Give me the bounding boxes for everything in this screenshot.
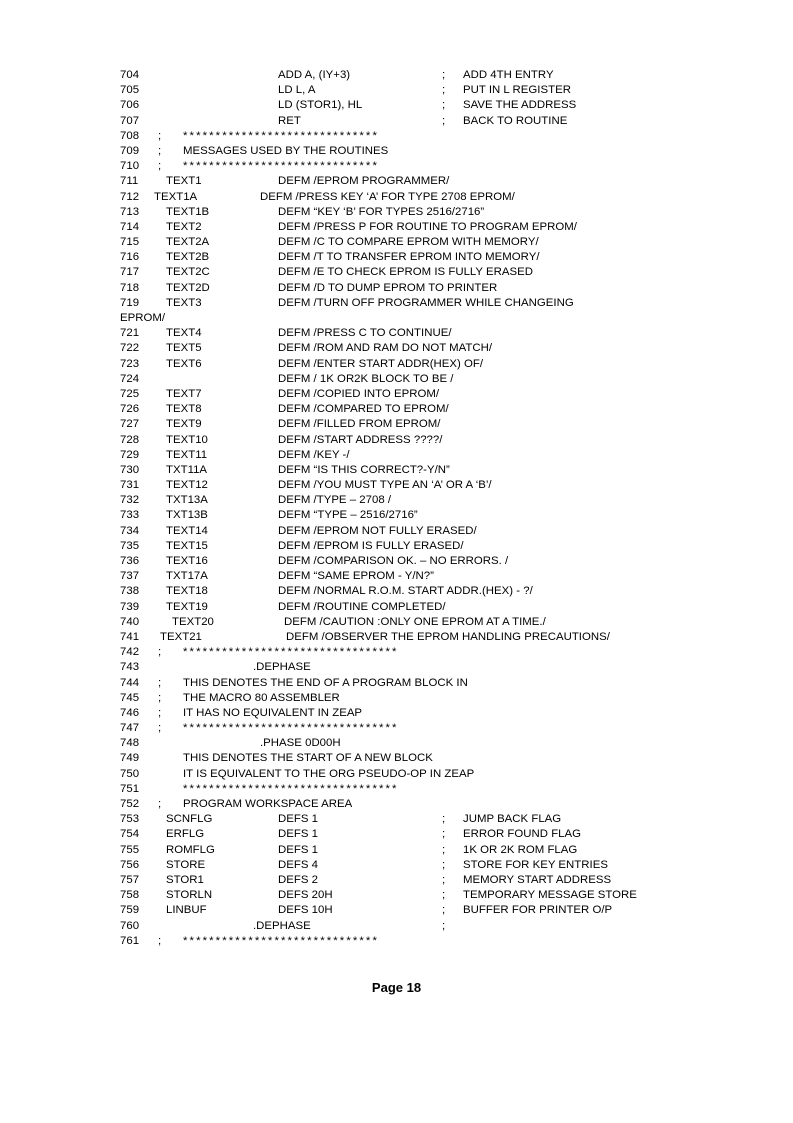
inline-comment-marker: ; xyxy=(442,84,446,97)
code-line xyxy=(120,190,740,205)
inline-comment-text: MEMORY START ADDRESS xyxy=(463,873,612,886)
symbol-label: STORLN xyxy=(166,889,213,902)
symbol-label: TEXT1 xyxy=(166,175,202,188)
line-number: 757 xyxy=(120,873,140,886)
code-line xyxy=(120,600,740,615)
instruction-text: DEFM /FILLED FROM EPROM/ xyxy=(278,418,441,431)
inline-comment-text: SAVE THE ADDRESS xyxy=(463,99,577,112)
line-number: 758 xyxy=(120,889,140,902)
code-line xyxy=(120,144,740,159)
inline-comment-marker: ; xyxy=(442,69,446,81)
code-line xyxy=(120,220,740,235)
line-number: 708 xyxy=(120,129,140,142)
line-number: 726 xyxy=(120,403,140,416)
symbol-label: TEXT12 xyxy=(166,479,208,492)
symbol-label: TEXT8 xyxy=(166,403,202,416)
instruction-text: DEFM /T TO TRANSFER EPROM INTO MEMORY/ xyxy=(278,251,540,264)
inline-comment-marker: ; xyxy=(442,858,446,871)
code-line xyxy=(120,797,740,812)
code-line xyxy=(120,402,740,417)
code-line xyxy=(120,235,740,250)
symbol-label: TEXT6 xyxy=(166,357,202,370)
code-line xyxy=(120,812,740,827)
code-line xyxy=(120,767,740,782)
instruction-text: DEFM /ROM AND RAM DO NOT MATCH/ xyxy=(278,342,493,355)
instruction-text: DEFM /TURN OFF PROGRAMMER WHILE CHANGEING xyxy=(278,296,574,309)
code-line xyxy=(120,98,740,113)
inline-comment-text: STORE FOR KEY ENTRIES xyxy=(463,858,608,871)
code-line xyxy=(120,326,740,341)
instruction-text: DEFM /TYPE – 2708 / xyxy=(278,494,392,507)
code-line xyxy=(120,782,740,797)
code-line xyxy=(120,630,740,645)
instruction-text: DEFM /D TO DUMP EPROM TO PRINTER xyxy=(278,281,498,294)
instruction-text: PROGRAM WORKSPACE AREA xyxy=(183,798,353,810)
line-number: 744 xyxy=(120,676,140,689)
symbol-label: TEXT4 xyxy=(166,327,202,340)
code-line xyxy=(120,554,740,569)
line-number: 749 xyxy=(120,752,140,765)
symbol-label: TEXT2 xyxy=(166,220,202,233)
instruction-text: DEFM /E TO CHECK EPROM IS FULLY ERASED xyxy=(278,266,533,279)
line-number: 709 xyxy=(120,144,140,157)
symbol-label: TXT13B xyxy=(166,509,208,522)
line-number: 710 xyxy=(120,160,140,173)
line-number: 706 xyxy=(120,99,140,112)
comment-marker: ; xyxy=(158,646,162,659)
instruction-text: THIS DENOTES THE START OF A NEW BLOCK xyxy=(183,752,433,765)
code-line xyxy=(120,250,740,265)
instruction-text: LD (STOR1), HL xyxy=(278,99,363,112)
code-line xyxy=(120,721,740,736)
comment-marker: ; xyxy=(158,706,162,719)
symbol-label: TEXT2D xyxy=(166,281,210,294)
code-line xyxy=(120,524,740,539)
code-line xyxy=(120,159,740,174)
instruction-text: DEFM “KEY ‘B’ FOR TYPES 2516/2716” xyxy=(278,205,485,218)
line-number: 740 xyxy=(120,615,140,628)
instruction-text: IT IS EQUIVALENT TO THE ORG PSEUDO-OP IN ZEAP xyxy=(183,767,475,780)
symbol-label: TEXT3 xyxy=(166,296,202,309)
line-number: 747 xyxy=(120,722,140,735)
code-line xyxy=(120,888,740,903)
instruction-text: DEFM /KEY -/ xyxy=(278,448,350,461)
line-number: 755 xyxy=(120,843,140,856)
inline-comment-marker: ; xyxy=(442,919,446,932)
inline-comment-marker: ; xyxy=(442,813,446,826)
instruction-text: LD L, A xyxy=(278,84,316,97)
instruction-text: .PHASE 0D00H xyxy=(260,737,341,750)
code-line xyxy=(120,205,740,220)
code-line xyxy=(120,478,740,493)
line-number: 727 xyxy=(120,418,140,431)
line-number: 713 xyxy=(120,205,140,218)
line-number: 739 xyxy=(120,600,140,613)
symbol-label: TXT17A xyxy=(166,570,208,583)
code-line xyxy=(120,281,740,296)
instruction-text: DEFM /C TO COMPARE EPROM WITH MEMORY/ xyxy=(278,236,539,249)
line-number: 719 xyxy=(120,296,140,309)
line-number: 750 xyxy=(120,767,140,780)
line-number: 707 xyxy=(120,114,140,127)
instruction-text: DEFM / 1K OR2K BLOCK TO BE / xyxy=(278,372,454,385)
symbol-label: TEXT1A xyxy=(154,190,198,203)
code-line xyxy=(120,311,740,326)
comment-marker: ; xyxy=(158,798,162,810)
symbol-label: ERFLG xyxy=(166,828,205,841)
symbol-label: TXT11A xyxy=(166,463,208,476)
code-line xyxy=(120,341,740,356)
code-line xyxy=(120,645,740,660)
line-number: 717 xyxy=(120,266,140,279)
code-line xyxy=(120,174,740,189)
code-line xyxy=(120,691,740,706)
line-number: 743 xyxy=(120,661,140,674)
symbol-label: TEXT21 xyxy=(160,630,202,643)
line-number: 724 xyxy=(120,372,140,385)
inline-comment-text: PUT IN L REGISTER xyxy=(463,84,571,97)
instruction-text: DEFM /EPROM IS FULLY ERASED/ xyxy=(278,539,464,552)
symbol-label: TEXT15 xyxy=(166,539,208,552)
line-number: 737 xyxy=(120,570,140,583)
line-number: 712 xyxy=(120,190,140,203)
code-line xyxy=(120,706,740,721)
symbol-label: STORE xyxy=(166,858,206,871)
line-number: 761 xyxy=(120,934,140,947)
instruction-text: THE MACRO 80 ASSEMBLER xyxy=(183,691,340,704)
line-number: 721 xyxy=(120,327,140,340)
comment-marker: ; xyxy=(158,144,162,157)
line-number: 731 xyxy=(120,479,140,492)
symbol-label: TEXT18 xyxy=(166,585,208,598)
comment-marker: ; xyxy=(158,129,162,142)
code-line xyxy=(120,296,740,311)
comment-marker: ; xyxy=(158,722,162,735)
assembly-listing xyxy=(120,68,740,949)
line-number: 756 xyxy=(120,858,140,871)
line-number: 723 xyxy=(120,357,140,370)
instruction-text: DEFS 1 xyxy=(278,843,318,856)
separator-stars: ********************************* xyxy=(183,722,399,735)
instruction-text: DEFM /PRESS C TO CONTINUE/ xyxy=(278,327,452,340)
code-line xyxy=(120,508,740,523)
line-number: 741 xyxy=(120,630,140,643)
instruction-text: DEFS 4 xyxy=(278,858,318,871)
symbol-label: LINBUF xyxy=(166,904,207,917)
separator-stars: ********************************* xyxy=(183,782,399,795)
code-line xyxy=(120,448,740,463)
symbol-label: TEXT1B xyxy=(166,205,210,218)
symbol-label: ROMFLG xyxy=(166,843,215,856)
symbol-label: TEXT2A xyxy=(166,236,210,249)
instruction-text: DEFS 1 xyxy=(278,813,318,826)
wrapped-text: EPROM/ xyxy=(120,312,166,324)
line-number: 738 xyxy=(120,585,140,598)
page-footer: Page 18 xyxy=(371,980,422,995)
separator-stars: ****************************** xyxy=(183,129,379,142)
instruction-text: MESSAGES USED BY THE ROUTINES xyxy=(183,144,389,157)
inline-comment-marker: ; xyxy=(442,889,446,902)
code-line xyxy=(120,873,740,888)
instruction-text: .DEPHASE xyxy=(253,919,311,932)
instruction-text: .DEPHASE xyxy=(253,661,311,674)
line-number: 752 xyxy=(120,798,140,810)
inline-comment-marker: ; xyxy=(442,99,446,112)
code-line xyxy=(120,736,740,751)
symbol-label: TEXT9 xyxy=(166,418,202,431)
line-number: 734 xyxy=(120,524,140,537)
code-line xyxy=(120,827,740,842)
instruction-text: DEFS 2 xyxy=(278,873,318,886)
instruction-text: DEFM /PRESS P FOR ROUTINE TO PROGRAM EPROM/ xyxy=(278,220,577,233)
instruction-text: DEFM /COMPARED TO EPROM/ xyxy=(278,403,449,416)
symbol-label: TEXT20 xyxy=(172,615,214,628)
symbol-label: TEXT7 xyxy=(166,387,202,400)
instruction-text: DEFM “SAME EPROM - Y/N?” xyxy=(278,570,434,583)
line-number: 733 xyxy=(120,509,140,522)
instruction-text: DEFS 20H xyxy=(278,889,333,902)
symbol-label: TEXT19 xyxy=(166,600,208,613)
inline-comment-text: ERROR FOUND FLAG xyxy=(463,828,582,841)
code-line xyxy=(120,934,740,949)
code-line xyxy=(120,843,740,858)
line-number: 716 xyxy=(120,251,140,264)
line-number: 753 xyxy=(120,813,140,826)
code-line xyxy=(120,539,740,554)
separator-stars: ****************************** xyxy=(183,934,379,947)
line-number: 736 xyxy=(120,555,140,567)
line-number: 735 xyxy=(120,539,140,552)
instruction-text: DEFM /START ADDRESS ????/ xyxy=(278,433,443,446)
code-line xyxy=(120,83,740,98)
code-line xyxy=(120,660,740,675)
line-number: 705 xyxy=(120,84,140,97)
line-number: 715 xyxy=(120,236,140,249)
symbol-label: TEXT14 xyxy=(166,524,208,537)
code-line xyxy=(120,417,740,432)
line-number: 742 xyxy=(120,646,140,659)
instruction-text: DEFS 1 xyxy=(278,828,318,841)
inline-comment-marker: ; xyxy=(442,843,446,856)
inline-comment-text: JUMP BACK FLAG xyxy=(463,813,562,826)
inline-comment-text: ADD 4TH ENTRY xyxy=(463,69,554,81)
instruction-text: DEFM “TYPE – 2516/2716” xyxy=(278,509,418,522)
code-line xyxy=(120,903,740,918)
inline-comment-marker: ; xyxy=(442,114,446,127)
inline-comment-text: BACK TO ROUTINE xyxy=(463,114,568,127)
instruction-text: IT HAS NO EQUIVALENT IN ZEAP xyxy=(183,706,363,719)
instruction-text: DEFM /EPROM PROGRAMMER/ xyxy=(278,175,450,188)
inline-comment-text: TEMPORARY MESSAGE STORE xyxy=(463,889,637,902)
line-number: 725 xyxy=(120,387,140,400)
comment-marker: ; xyxy=(158,676,162,689)
symbol-label: TXT13A xyxy=(166,494,208,507)
code-line xyxy=(120,584,740,599)
code-line xyxy=(120,114,740,129)
instruction-text: DEFM /ENTER START ADDR(HEX) OF/ xyxy=(278,357,484,370)
comment-marker: ; xyxy=(158,160,162,173)
instruction-text: DEFM “IS THIS CORRECT?-Y/N” xyxy=(278,463,450,476)
code-line xyxy=(120,751,740,766)
symbol-label: TEXT2B xyxy=(166,251,210,264)
comment-marker: ; xyxy=(158,691,162,704)
instruction-text: DEFM /YOU MUST TYPE AN ‘A’ OR A ‘B’/ xyxy=(278,479,492,492)
line-number: 751 xyxy=(120,782,140,795)
symbol-label: TEXT11 xyxy=(166,448,208,461)
instruction-text: DEFM /OBSERVER THE EPROM HANDLING PRECAUTIONS/ xyxy=(286,630,610,643)
instruction-text: ADD A, (IY+3) xyxy=(278,69,351,81)
code-line xyxy=(120,919,740,934)
inline-comment-marker: ; xyxy=(442,828,446,841)
code-line xyxy=(120,676,740,691)
code-line xyxy=(120,493,740,508)
line-number: 754 xyxy=(120,828,140,841)
code-line xyxy=(120,372,740,387)
line-number: 748 xyxy=(120,737,140,750)
instruction-text: DEFS 10H xyxy=(278,904,333,917)
separator-stars: ********************************* xyxy=(183,646,399,659)
code-line xyxy=(120,858,740,873)
code-line xyxy=(120,129,740,144)
instruction-text: DEFM /PRESS KEY ‘A’ FOR TYPE 2708 EPROM/ xyxy=(260,190,515,203)
instruction-text: DEFM /ROUTINE COMPLETED/ xyxy=(278,600,446,613)
line-number: 745 xyxy=(120,691,140,704)
code-line xyxy=(120,387,740,402)
instruction-text: DEFM /COMPARISON OK. – NO ERRORS. / xyxy=(278,555,509,567)
instruction-text: DEFM /COPIED INTO EPROM/ xyxy=(278,387,440,400)
symbol-label: TEXT16 xyxy=(166,555,208,567)
symbol-label: TEXT2C xyxy=(166,266,210,279)
code-line xyxy=(120,433,740,448)
separator-stars: ****************************** xyxy=(183,160,379,173)
inline-comment-marker: ; xyxy=(442,873,446,886)
line-number: 711 xyxy=(120,175,139,188)
code-line xyxy=(120,615,740,630)
code-line xyxy=(120,463,740,478)
line-number: 704 xyxy=(120,69,140,81)
line-number: 746 xyxy=(120,706,140,719)
symbol-label: STOR1 xyxy=(166,873,204,886)
instruction-text: DEFM /EPROM NOT FULLY ERASED/ xyxy=(278,524,477,537)
symbol-label: SCNFLG xyxy=(166,813,213,826)
code-line xyxy=(120,265,740,280)
instruction-text: DEFM /NORMAL R.O.M. START ADDR.(HEX) - ?/ xyxy=(278,585,533,598)
symbol-label: TEXT10 xyxy=(166,433,208,446)
line-number: 760 xyxy=(120,919,140,932)
inline-comment-marker: ; xyxy=(442,904,446,917)
code-line xyxy=(120,68,740,83)
line-number: 732 xyxy=(120,494,140,507)
inline-comment-text: 1K OR 2K ROM FLAG xyxy=(463,843,578,856)
line-number: 714 xyxy=(120,220,140,233)
code-line xyxy=(120,569,740,584)
instruction-text: THIS DENOTES THE END OF A PROGRAM BLOCK IN xyxy=(183,676,468,689)
inline-comment-text: BUFFER FOR PRINTER O/P xyxy=(463,904,613,917)
instruction-text: DEFM /CAUTION :ONLY ONE EPROM AT A TIME./ xyxy=(284,615,546,628)
line-number: 730 xyxy=(120,463,140,476)
instruction-text: RET xyxy=(278,114,301,127)
code-line xyxy=(120,357,740,372)
line-number: 728 xyxy=(120,433,140,446)
symbol-label: TEXT5 xyxy=(166,342,202,355)
line-number: 759 xyxy=(120,904,140,917)
line-number: 722 xyxy=(120,342,140,355)
line-number: 718 xyxy=(120,281,140,294)
line-number: 729 xyxy=(120,448,140,461)
comment-marker: ; xyxy=(158,934,162,947)
